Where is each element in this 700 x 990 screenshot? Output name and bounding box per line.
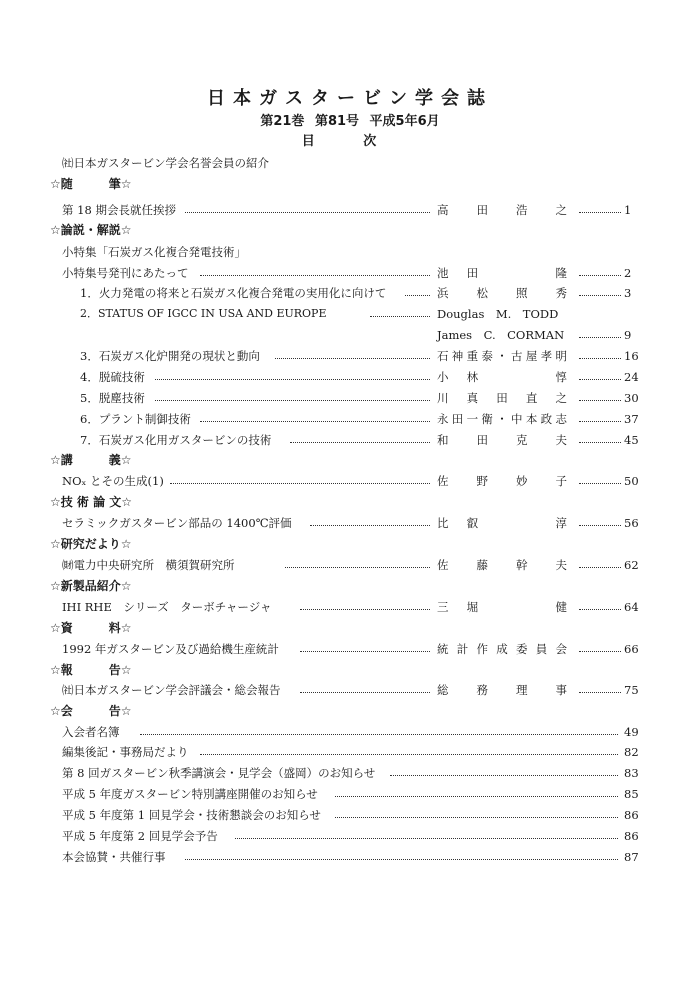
toc-entry[interactable] <box>0 367 700 387</box>
dot-leader <box>155 388 430 401</box>
entry-page: 49 <box>624 725 639 739</box>
dot-leader <box>405 283 430 296</box>
dot-leader <box>579 388 621 401</box>
dot-leader <box>275 346 430 359</box>
section-heading-ronsetsu: ☆論説・解説☆ <box>50 223 132 237</box>
entry-page: 82 <box>624 745 639 759</box>
toc-entry[interactable] <box>0 513 700 533</box>
section-row <box>0 618 700 638</box>
dot-leader <box>285 555 430 568</box>
entry-title: 3．石炭ガス化炉開発の現状と動向 <box>80 349 260 363</box>
entry-page: 87 <box>624 850 639 864</box>
dot-leader <box>579 346 621 359</box>
toc-heading: 目 次 <box>301 134 399 149</box>
entry-author: 永田一衛・中本政志 <box>437 412 567 426</box>
entry-title: 7．石炭ガス化用ガスタービンの技術 <box>80 433 272 447</box>
entry-author: 佐野妙子 <box>437 474 567 488</box>
entry-author: 統計作成委員会 <box>437 642 567 656</box>
entry-title: 本会協賛・共催行事 <box>62 850 166 864</box>
toc-intro-row <box>0 153 700 173</box>
entry-title: 6．プラント制御技術 <box>80 412 191 426</box>
dot-leader <box>579 597 621 610</box>
toc-entry[interactable] <box>0 722 700 742</box>
toc-entry[interactable] <box>0 388 700 408</box>
dot-leader <box>200 742 618 755</box>
entry-page: 50 <box>624 474 639 488</box>
entry-title: 2．STATUS OF IGCC IN USA AND EUROPE <box>80 307 327 320</box>
entry-author: 浜松照秀 <box>437 286 567 300</box>
dot-leader <box>235 826 618 839</box>
toc-entry[interactable] <box>0 325 700 345</box>
dot-leader <box>579 639 621 652</box>
entry-page: 2 <box>624 266 632 280</box>
dot-leader <box>579 283 621 296</box>
section-row <box>0 492 700 512</box>
toc-entry[interactable] <box>0 283 700 303</box>
entry-page: 75 <box>624 683 639 697</box>
dot-leader <box>335 784 618 797</box>
dot-leader <box>300 639 430 652</box>
entry-title: NOₓ とその生成(1) <box>62 474 164 488</box>
entry-page: 66 <box>624 642 639 656</box>
entry-title: 1992 年ガスタービン及び過給機生産統計 <box>62 642 279 656</box>
dot-leader <box>310 513 430 526</box>
dot-leader <box>579 367 621 380</box>
entry-page: 30 <box>624 391 639 405</box>
issue-info: 第21巻 第81号 平成5年6月 <box>260 114 440 129</box>
toc-entry[interactable] <box>0 847 700 867</box>
entry-page: 62 <box>624 558 639 572</box>
section-heading-zuihitsu: ☆随 筆☆ <box>50 177 132 191</box>
toc-entry[interactable] <box>0 471 700 491</box>
toc-entry[interactable] <box>0 430 700 450</box>
entry-title: 平成 5 年度第 1 回見学会・技術懇談会のお知らせ <box>62 808 321 822</box>
dot-leader <box>335 805 618 818</box>
dot-leader <box>140 722 618 735</box>
dot-leader <box>579 325 621 338</box>
entry-title: 小特集「石炭ガス化複合発電技術」 <box>62 245 246 259</box>
dot-leader <box>579 555 621 568</box>
entry-author: 比叡 淳 <box>437 516 567 530</box>
entry-title: 4．脱硫技術 <box>80 370 145 384</box>
entry-author: 三堀 健 <box>437 600 567 614</box>
entry-page: 85 <box>624 787 639 801</box>
entry-page: 45 <box>624 433 639 447</box>
entry-title: 平成 5 年度ガスタービン特別講座開催のお知らせ <box>62 787 318 801</box>
dot-leader <box>185 847 618 860</box>
entry-title: ㈳日本ガスタービン学会評議会・総会報告 <box>62 683 281 697</box>
section-heading-shiryou: ☆資 料☆ <box>50 621 132 635</box>
toc-entry[interactable] <box>0 597 700 617</box>
entry-author: 高田浩之 <box>437 203 567 217</box>
dot-leader <box>579 200 621 213</box>
toc-entry[interactable] <box>0 200 700 220</box>
dot-leader <box>579 409 621 422</box>
dot-leader <box>170 471 430 484</box>
dot-leader <box>370 304 430 317</box>
section-row <box>0 220 700 240</box>
dot-leader <box>300 680 430 693</box>
section-row <box>0 576 700 596</box>
section-row <box>0 450 700 470</box>
toc-entry[interactable] <box>0 263 700 283</box>
section-heading-kaikoku: ☆会 告☆ <box>50 704 132 718</box>
entry-author: 和田克夫 <box>437 433 567 447</box>
entry-author: 川真田直之 <box>437 391 567 405</box>
section-heading-gijutsu: ☆技 術 論 文☆ <box>50 495 133 509</box>
dot-leader <box>390 763 618 776</box>
toc-entry[interactable] <box>0 639 700 659</box>
entry-title: IHI RHE シリーズ ターボチャージャ <box>62 600 272 614</box>
dot-leader <box>185 200 430 213</box>
toc-entry[interactable] <box>0 826 700 846</box>
entry-title: 入会者名簿 <box>62 725 120 739</box>
toc-entry[interactable] <box>0 304 700 324</box>
toc-entry[interactable] <box>0 805 700 825</box>
entry-title: ㈶電力中央研究所 横須賀研究所 <box>62 558 235 572</box>
toc-entry[interactable] <box>0 680 700 700</box>
dot-leader <box>579 430 621 443</box>
entry-page: 3 <box>624 286 632 300</box>
entry-page: 64 <box>624 600 639 614</box>
entry-title: セラミックガスタービン部品の 1400℃評価 <box>62 516 292 530</box>
entry-page: 56 <box>624 516 639 530</box>
toc-entry[interactable] <box>0 763 700 783</box>
dot-leader <box>579 263 621 276</box>
entry-page: 1 <box>624 203 632 217</box>
toc-entry <box>0 242 700 262</box>
entry-title: 1．火力発電の将来と石炭ガス化複合発電の実用化に向けて <box>80 286 387 300</box>
entry-title: 平成 5 年度第 2 回見学会予告 <box>62 829 218 843</box>
toc-entry[interactable] <box>0 346 700 366</box>
toc-entry[interactable] <box>0 409 700 429</box>
entry-title: 第 18 期会長就任挨拶 <box>62 203 176 217</box>
section-heading-kenkyu: ☆研究だより☆ <box>50 537 132 551</box>
toc-entry[interactable] <box>0 784 700 804</box>
section-heading-shinseihin: ☆新製品紹介☆ <box>50 579 132 593</box>
dot-leader <box>579 680 621 693</box>
section-heading-houkoku: ☆報 告☆ <box>50 663 132 677</box>
entry-author: 石神重泰・古屋孝明 <box>437 349 567 363</box>
entry-author: 佐藤幹夫 <box>437 558 567 572</box>
entry-author: 総務理事 <box>437 683 567 697</box>
section-row <box>0 701 700 721</box>
dot-leader <box>290 430 430 443</box>
section-row <box>0 660 700 680</box>
journal-title: 日本ガスタービン学会誌 <box>207 88 493 109</box>
entry-page: 24 <box>624 370 639 384</box>
entry-title: 編集後記・事務局だより <box>62 745 189 759</box>
entry-author: 池田 隆 <box>437 266 567 280</box>
entry-page: 9 <box>624 328 632 342</box>
section-heading-kougi: ☆講 義☆ <box>50 453 132 467</box>
entry-page: 83 <box>624 766 639 780</box>
entry-page: 16 <box>624 349 639 363</box>
entry-title: 5．脱塵技術 <box>80 391 145 405</box>
section-row <box>0 534 700 554</box>
entry-author: Douglas M. TODD <box>437 307 559 321</box>
entry-author: 小林 惇 <box>437 370 567 384</box>
section-row <box>0 174 700 194</box>
dot-leader <box>579 471 621 484</box>
entry-title: 第 8 回ガスタービン秋季講演会・見学会（盛岡）のお知らせ <box>62 766 376 780</box>
entry-author: James C. CORMAN <box>437 328 565 342</box>
toc-entry[interactable] <box>0 555 700 575</box>
entry-page: 86 <box>624 808 639 822</box>
dot-leader <box>155 367 430 380</box>
toc-entry[interactable] <box>0 742 700 762</box>
dot-leader <box>200 263 430 276</box>
entry-title: 小特集号発刊にあたって <box>62 266 189 280</box>
dot-leader <box>200 409 430 422</box>
dot-leader <box>579 513 621 526</box>
dot-leader <box>300 597 430 610</box>
entry-page: 86 <box>624 829 639 843</box>
entry-page: 37 <box>624 412 639 426</box>
toc-intro: ㈳日本ガスタービン学会名誉会員の紹介 <box>62 156 269 170</box>
